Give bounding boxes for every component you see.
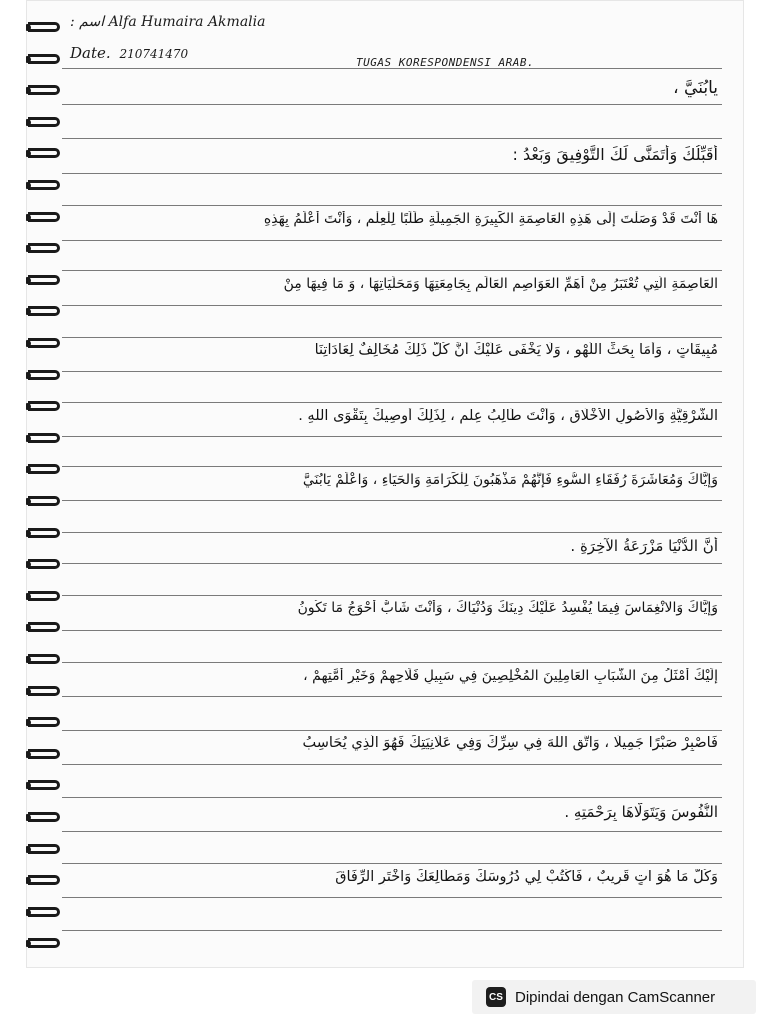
ruled-line [62, 173, 722, 174]
spiral-ring [28, 622, 60, 632]
spiral-ring [28, 243, 60, 253]
letter-line: إِلَيْكَ أَمْثَلُ مِنَ الشَّبَابِ العَامِلِينَ المُخْلِصِينَ فِي سَبِيلِ فَلَاحِهِمْ وَخَيْرِ أُمَّتِهِمْ ، [303, 668, 718, 684]
letter-line: هَا أَنْتَ قَدْ وَصَلْتَ إِلَى هَذِهِ العَاصِمَةِ الكَبِيرَةِ الجَمِيلَةِ طَلَبًا لِلْعِلْمِ ، وَأَنْتَ أَعْلَمُ بِهَذِهِ [263, 211, 718, 227]
ruled-line [62, 436, 722, 437]
spiral-ring [28, 117, 60, 127]
ruled-line [62, 863, 722, 864]
ruled-line [62, 897, 722, 898]
date-line [70, 44, 188, 62]
spiral-ring [28, 559, 60, 569]
letter-line: النُّفُوسَ وَيَتَوَلَّاهَا بِرَحْمَتِهِ . [564, 803, 718, 821]
camscanner-logo-icon: CS [486, 987, 506, 1007]
ruled-line [62, 500, 722, 501]
spiral-ring [28, 717, 60, 727]
spiral-ring [28, 780, 60, 790]
spiral-ring [28, 844, 60, 854]
letter-line: وَإِيَّاكَ وَالانْغِمَاسَ فِيمَا يُفْسِدُ عَلَيْكَ دِينَكَ وَدُنْيَاكَ ، وَأَنْتَ شَابٌّ أَحْوَجُ مَا تَكُونُ [297, 600, 718, 616]
ruled-line [62, 797, 722, 798]
spiral-ring [28, 907, 60, 917]
spiral-ring [28, 812, 60, 822]
ruled-line [62, 532, 722, 533]
spiral-ring [28, 591, 60, 601]
letter-line: أُقَبِّلُكَ وَأَتَمَنَّى لَكَ التَّوْفِيقَ وَبَعْدُ : [512, 145, 718, 164]
spiral-ring [28, 464, 60, 474]
assignment-title: TUGAS KORESPONDENSI ARAB. [356, 56, 535, 69]
name-label: اسم : [70, 14, 105, 30]
spiral-ring [28, 148, 60, 158]
spiral-ring [28, 401, 60, 411]
ruled-line [62, 68, 722, 69]
spiral-ring [28, 180, 60, 190]
ruled-line [62, 595, 722, 596]
date-value: 210741470 [119, 47, 189, 61]
letter-line: الشَّرْقِيَّةِ وَالأُصُولِ الأَخْلَاقِ ، وَأَنْتَ طَالِبُ عِلْمٍ ، لِذَلِكَ أُوصِيكَ بِتَقْوَى اللهِ . [298, 408, 718, 424]
letter-line: مُبِيقَاتٍ ، وَأَمَا بِحَثِّ اللَّهْوِ ، وَلَا يَخْفَى عَلَيْكَ أَنَّ كُلَّ ذَلِكَ مُخَالِفٌ لِعَادَاتِنَا [314, 342, 718, 358]
ruled-line [62, 696, 722, 697]
letter-line: وَكُلُّ مَا هُوَ آتٍ قَرِيبٌ ، فَاكْتُبْ لِي دُرُوسَكَ وَمَطَالِعَكَ وَاخْتَرِ الرِّفَاقَ [335, 869, 718, 885]
spiral-ring [28, 85, 60, 95]
ruled-line [62, 104, 722, 105]
name-value: Alfa Humaira Akmalia [108, 14, 266, 30]
ruled-line [62, 240, 722, 241]
spiral-ring [28, 686, 60, 696]
letter-line: العَاصِمَةِ الَّتِي تُعْتَبَرُ مِنْ أَهَمِّ العَوَاصِمِ العَالَمِ بِجَامِعَتِهَا وَمَحَلِّيَاتِهَا ، وَ مَا فِيهَا مِنْ [283, 276, 718, 292]
ruled-line [62, 930, 722, 931]
spiral-ring [28, 22, 60, 32]
spiral-ring [28, 54, 60, 64]
spiral-ring [28, 306, 60, 316]
date-label: Date. [70, 44, 111, 62]
ruled-line [62, 563, 722, 564]
letter-line: وَإِيَّاكَ وَمُعَاشَرَةَ رُفَقَاءِ السُّوءِ فَإِنَّهُمْ مَذْهَبُونَ لِلْكَرَامَةِ وَالحَيَاءِ ، وَاعْلَمْ يَابُنَيَّ [302, 472, 718, 488]
ruled-line [62, 138, 722, 139]
ruled-line [62, 630, 722, 631]
spiral-ring [28, 275, 60, 285]
letter-line: أَنَّ الدُّنْيَا مَزْرَعَةُ الآخِرَةِ . [570, 537, 718, 555]
ruled-line [62, 270, 722, 271]
ruled-line [62, 337, 722, 338]
ruled-line [62, 402, 722, 403]
ruled-line [62, 764, 722, 765]
ruled-line [62, 730, 722, 731]
camscanner-watermark [472, 980, 756, 1014]
spiral-ring [28, 875, 60, 885]
ruled-line [62, 466, 722, 467]
ruled-line [62, 305, 722, 306]
spiral-ring [28, 749, 60, 759]
letter-line: يابُنَيَّ ، [673, 78, 718, 98]
ruled-line [62, 831, 722, 832]
ruled-line [62, 371, 722, 372]
spiral-ring [28, 370, 60, 380]
notebook-page [26, 0, 744, 968]
spiral-ring [28, 433, 60, 443]
spiral-ring [28, 496, 60, 506]
ruled-line [62, 662, 722, 663]
spiral-ring [28, 654, 60, 664]
spiral-ring [28, 338, 60, 348]
spiral-ring [28, 212, 60, 222]
spiral-ring [28, 528, 60, 538]
spiral-ring [28, 938, 60, 948]
ruled-line [62, 205, 722, 206]
letter-line: فَاصْبِرْ صَبْرًا جَمِيلًا ، وَاتَّقِ اللهَ فِي سِرِّكَ وَفِي عَلَانِيَتِكَ فَهُوَ الَّذِي يُحَاسِبُ [302, 735, 718, 751]
student-name [70, 14, 265, 30]
watermark-text: Dipindai dengan CamScanner [515, 988, 716, 1006]
